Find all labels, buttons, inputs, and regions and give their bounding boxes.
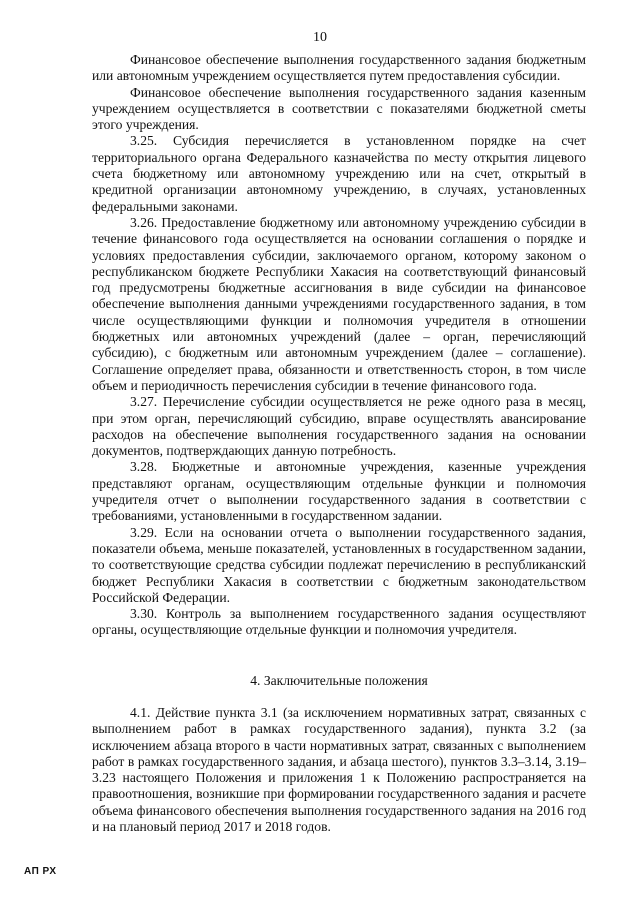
paragraph-financial-budget: Финансовое обеспечение выполнения государственного задания бюджетным или автономным учреждением осуществляется путем предоставления субсидии.	[92, 52, 586, 84]
paragraph-financial-state: Финансовое обеспечение выполнения государственного задания казенным учреждением осуществляется в соответствии с показателями бюджетной сметы этого учреждения.	[92, 84, 586, 133]
document-body	[92, 52, 586, 835]
paragraph-3-25: 3.25. Субсидия перечисляется в установленном порядке на счет территориального органа Федерального казначейства по месту открытия лицевого счета бюджетному или автономному учреждению или на счет, открытый в кредитной организации автономному учреждению, в случаях, установленных федеральными законами.	[92, 133, 586, 214]
paragraph-3-28: 3.28. Бюджетные и автономные учреждения, казенные учреждения представляют органам, осуществляющим отдельные функции и полномочия учредителя отчет о выполнении государственного задания в соответствии с требованиями, установленными в государственном задании.	[92, 459, 586, 524]
paragraph-3-27: 3.27. Перечисление субсидии осуществляется не реже одного раза в месяц, при этом орган, перечисляющий субсидию, вправе осуществлять авансирование расходов на обеспечение выполнения государственного задания на основании документов, подтверждающих данную потребность.	[92, 394, 586, 459]
paragraph-3-26: 3.26. Предоставление бюджетному или автономному учреждению субсидии в течение финансового года осуществляется на основании соглашения о порядке и условиях предоставления субсидии, заключаемого органом, которому законом о республиканском бюджете Республики Хакасия на соответствующий финансовый год предусмотрены бюджетные ассигнования в виде субсидии на финансовое обеспечение выполнения данными учреждениями государственного задания, в том числе осуществляющими функции и полномочия учредителя в отношении бюджетных или автономных учреждений (далее – орган, перечисляющий субсидию), с бюджетным или автономным учреждением (далее – соглашение). Соглашение определяет права, обязанности и ответственность сторон, в том числе объем и периодичность перечисления субсидии в течение финансового года.	[92, 214, 586, 393]
page-number: 10	[313, 30, 327, 45]
paragraph-4-1: 4.1. Действие пункта 3.1 (за исключением нормативных затрат, связанных с выполнением работ в рамках государственного задания), пункта 3.2 (за исключением абзаца второго в части нормативных затрат, связанных с выполнением работ в рамках государственного задания, и абзаца шестого), пунктов 3.3–3.14, 3.19–3.23 настоящего Положения и приложения 1 к Положению распространяется на правоотношения, возникшие при формировании государственного задания и расчете объема финансового обеспечения выполнения государственного задания на 2016 год и на плановый период 2017 и 2018 годов.	[92, 704, 586, 835]
section-title: 4. Заключительные положения	[250, 672, 428, 688]
paragraph-3-29: 3.29. Если на основании отчета о выполнении государственного задания, показатели объема, меньше показателей, установленных в государственном задании, то соответствующие средства субсидии подлежат перечислению в республиканский бюджет Республики Хакасия в соответствии с бюджетным законодательством Российской Федерации.	[92, 524, 586, 605]
paragraph-3-30: 3.30. Контроль за выполнением государственного задания осуществляют органы, осуществляющие отдельные функции и полномочия учредителя.	[92, 606, 586, 638]
footer-mark: АП РХ	[24, 866, 57, 877]
